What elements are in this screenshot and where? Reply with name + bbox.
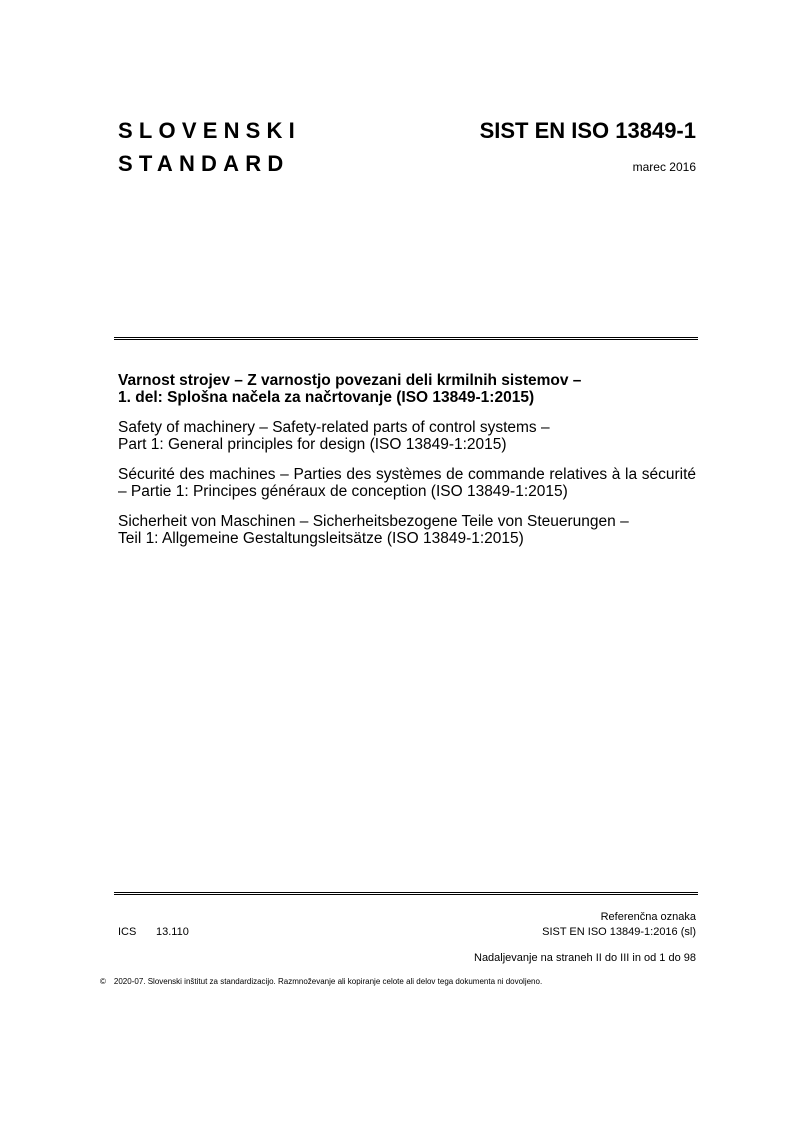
standard-number: SIST EN ISO 13849-1: [479, 118, 696, 143]
brand-line-standard: STANDARD: [118, 151, 290, 176]
title-english-line2: Part 1: General principles for design (ISO 13849-1:2015): [118, 436, 507, 453]
title-slovenian-line1: Varnost strojev – Z varnostjo povezani deli krmilnih sistemov –: [118, 372, 582, 389]
ics-code: 13.110: [156, 926, 189, 938]
title-french: Sécurité des machines – Parties des systèmes de commande relatives à la sécurité – Partie 1: Principes généraux de conception (ISO 13849-1:2015): [118, 466, 696, 500]
title-german-line2: Teil 1: Allgemeine Gestaltungsleitsätze (ISO 13849-1:2015): [118, 530, 524, 547]
bottom-divider: [114, 892, 698, 895]
title-german-line1: Sicherheit von Maschinen – Sicherheitsbezogene Teile von Steuerungen –: [118, 513, 629, 530]
title-slovenian: [118, 372, 696, 406]
title-slovenian-line2: 1. del: Splošna načela za načrtovanje (ISO 13849-1:2015): [118, 389, 535, 406]
title-english-line1: Safety of machinery – Safety-related parts of control systems –: [118, 419, 550, 436]
page-continuation-note: Nadaljevanje na straneh II do III in od 1 do 98: [474, 952, 696, 964]
reference-value: SIST EN ISO 13849-1:2016 (sl): [542, 926, 696, 938]
copyright-text: 2020-07. Slovenski inštitut za standardizacijo. Razmnoževanje ali kopiranje celote ali delov tega dokumenta ni dovoljeno.: [113, 977, 543, 986]
copyright-notice: [100, 977, 542, 987]
title-german: [118, 513, 696, 547]
reference-label: Referenčna oznaka: [600, 911, 696, 923]
ics-label: ICS: [118, 926, 137, 938]
title-english: [118, 419, 696, 453]
copyright-icon: ©: [100, 977, 106, 986]
top-divider: [114, 337, 698, 340]
title-block: [118, 372, 696, 560]
brand-line-slovenski: SLOVENSKI: [118, 118, 301, 143]
publication-date: marec 2016: [632, 160, 696, 174]
